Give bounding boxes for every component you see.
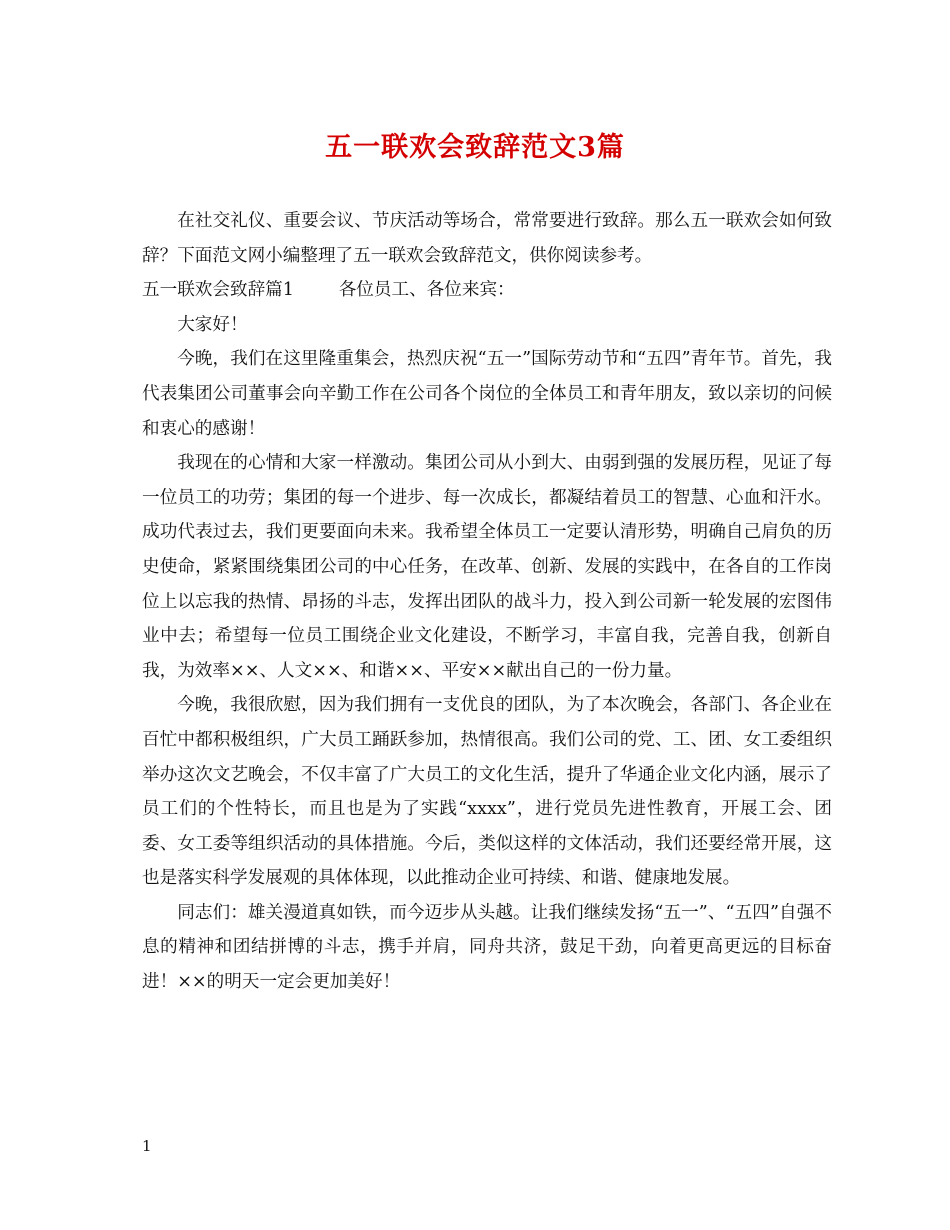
intro-paragraph: 在社交礼仪、重要会议、节庆活动等场合，常常要进行致辞。那么五一联欢会如何致辞？下面范文网小编整理了五一联欢会致辞范文，供你阅读参考。 <box>142 211 832 266</box>
body-paragraph: 大家好！ <box>177 314 248 335</box>
section-heading: 五一联欢会致辞篇1 <box>142 280 294 301</box>
body-paragraph: 今晚，我们在这里隆重集会，热烈庆祝“五一”国际劳动节和“五四”青年节。首先，我代表集团公司董事会向辛勤工作在公司各个岗位的全体员工和青年朋友，致以亲切的问候和衷心的感谢！ <box>142 349 832 439</box>
body-paragraph: 同志们：雄关漫道真如铁，而今迈步从头越。让我们继续发扬“五一”、“五四”自强不息的精神和团结拼博的斗志，携手并肩，同舟共济，鼓足干劲，向着更高更远的目标奋进！××的明天一定会更加美好！ <box>142 902 832 993</box>
salutation: 各位员工、各位来宾： <box>338 280 515 301</box>
document-body <box>142 204 832 1000</box>
body-paragraph: 我现在的心情和大家一样激动。集团公司从小到大、由弱到强的发展历程，见证了每一位员工的功劳；集团的每一个进步、每一次成长，都凝结着员工的智慧、心血和汗水。成功代表过去，我们更要面向未来。我希望全体员工一定要认清形势，明确自己肩负的历史使命，紧紧围绕集团公司的中心任务，在改革、创新、发展的实践中，在各自的工作岗位上以忘我的热情、昂扬的斗志，发挥出团队的战斗力，投入到公司新一轮发展的宏图伟业中去；希望每一位员工围绕企业文化建设，不断学习，丰富自我，完善自我，创新自我，为效率××、人文××、和谐××、平安××献出自己的一份力量。 <box>142 453 832 681</box>
page-number: 1 <box>142 1137 152 1155</box>
body-paragraph: 今晚，我很欣慰，因为我们拥有一支优良的团队，为了本次晚会，各部门、各企业在百忙中都积极组织，广大员工踊跃参加，热情很高。我们公司的党、工、团、女工委组织举办这次文艺晚会，不仅丰富了广大员工的文化生活，提升了华通企业文化内涵，展示了员工们的个性特长，而且也是为了实践“xxxx”，进行党员先进性教育，开展工会、团委、女工委等组织活动的具体措施。今后，类似这样的文体活动，我们还要经常开展，这也是落实科学发展观的具体体现，以此推动企业可持续、和谐、健康地发展。 <box>142 695 832 889</box>
document-title: 五一联欢会致辞范文3篇 <box>325 132 625 163</box>
section-heading-line <box>142 273 832 308</box>
